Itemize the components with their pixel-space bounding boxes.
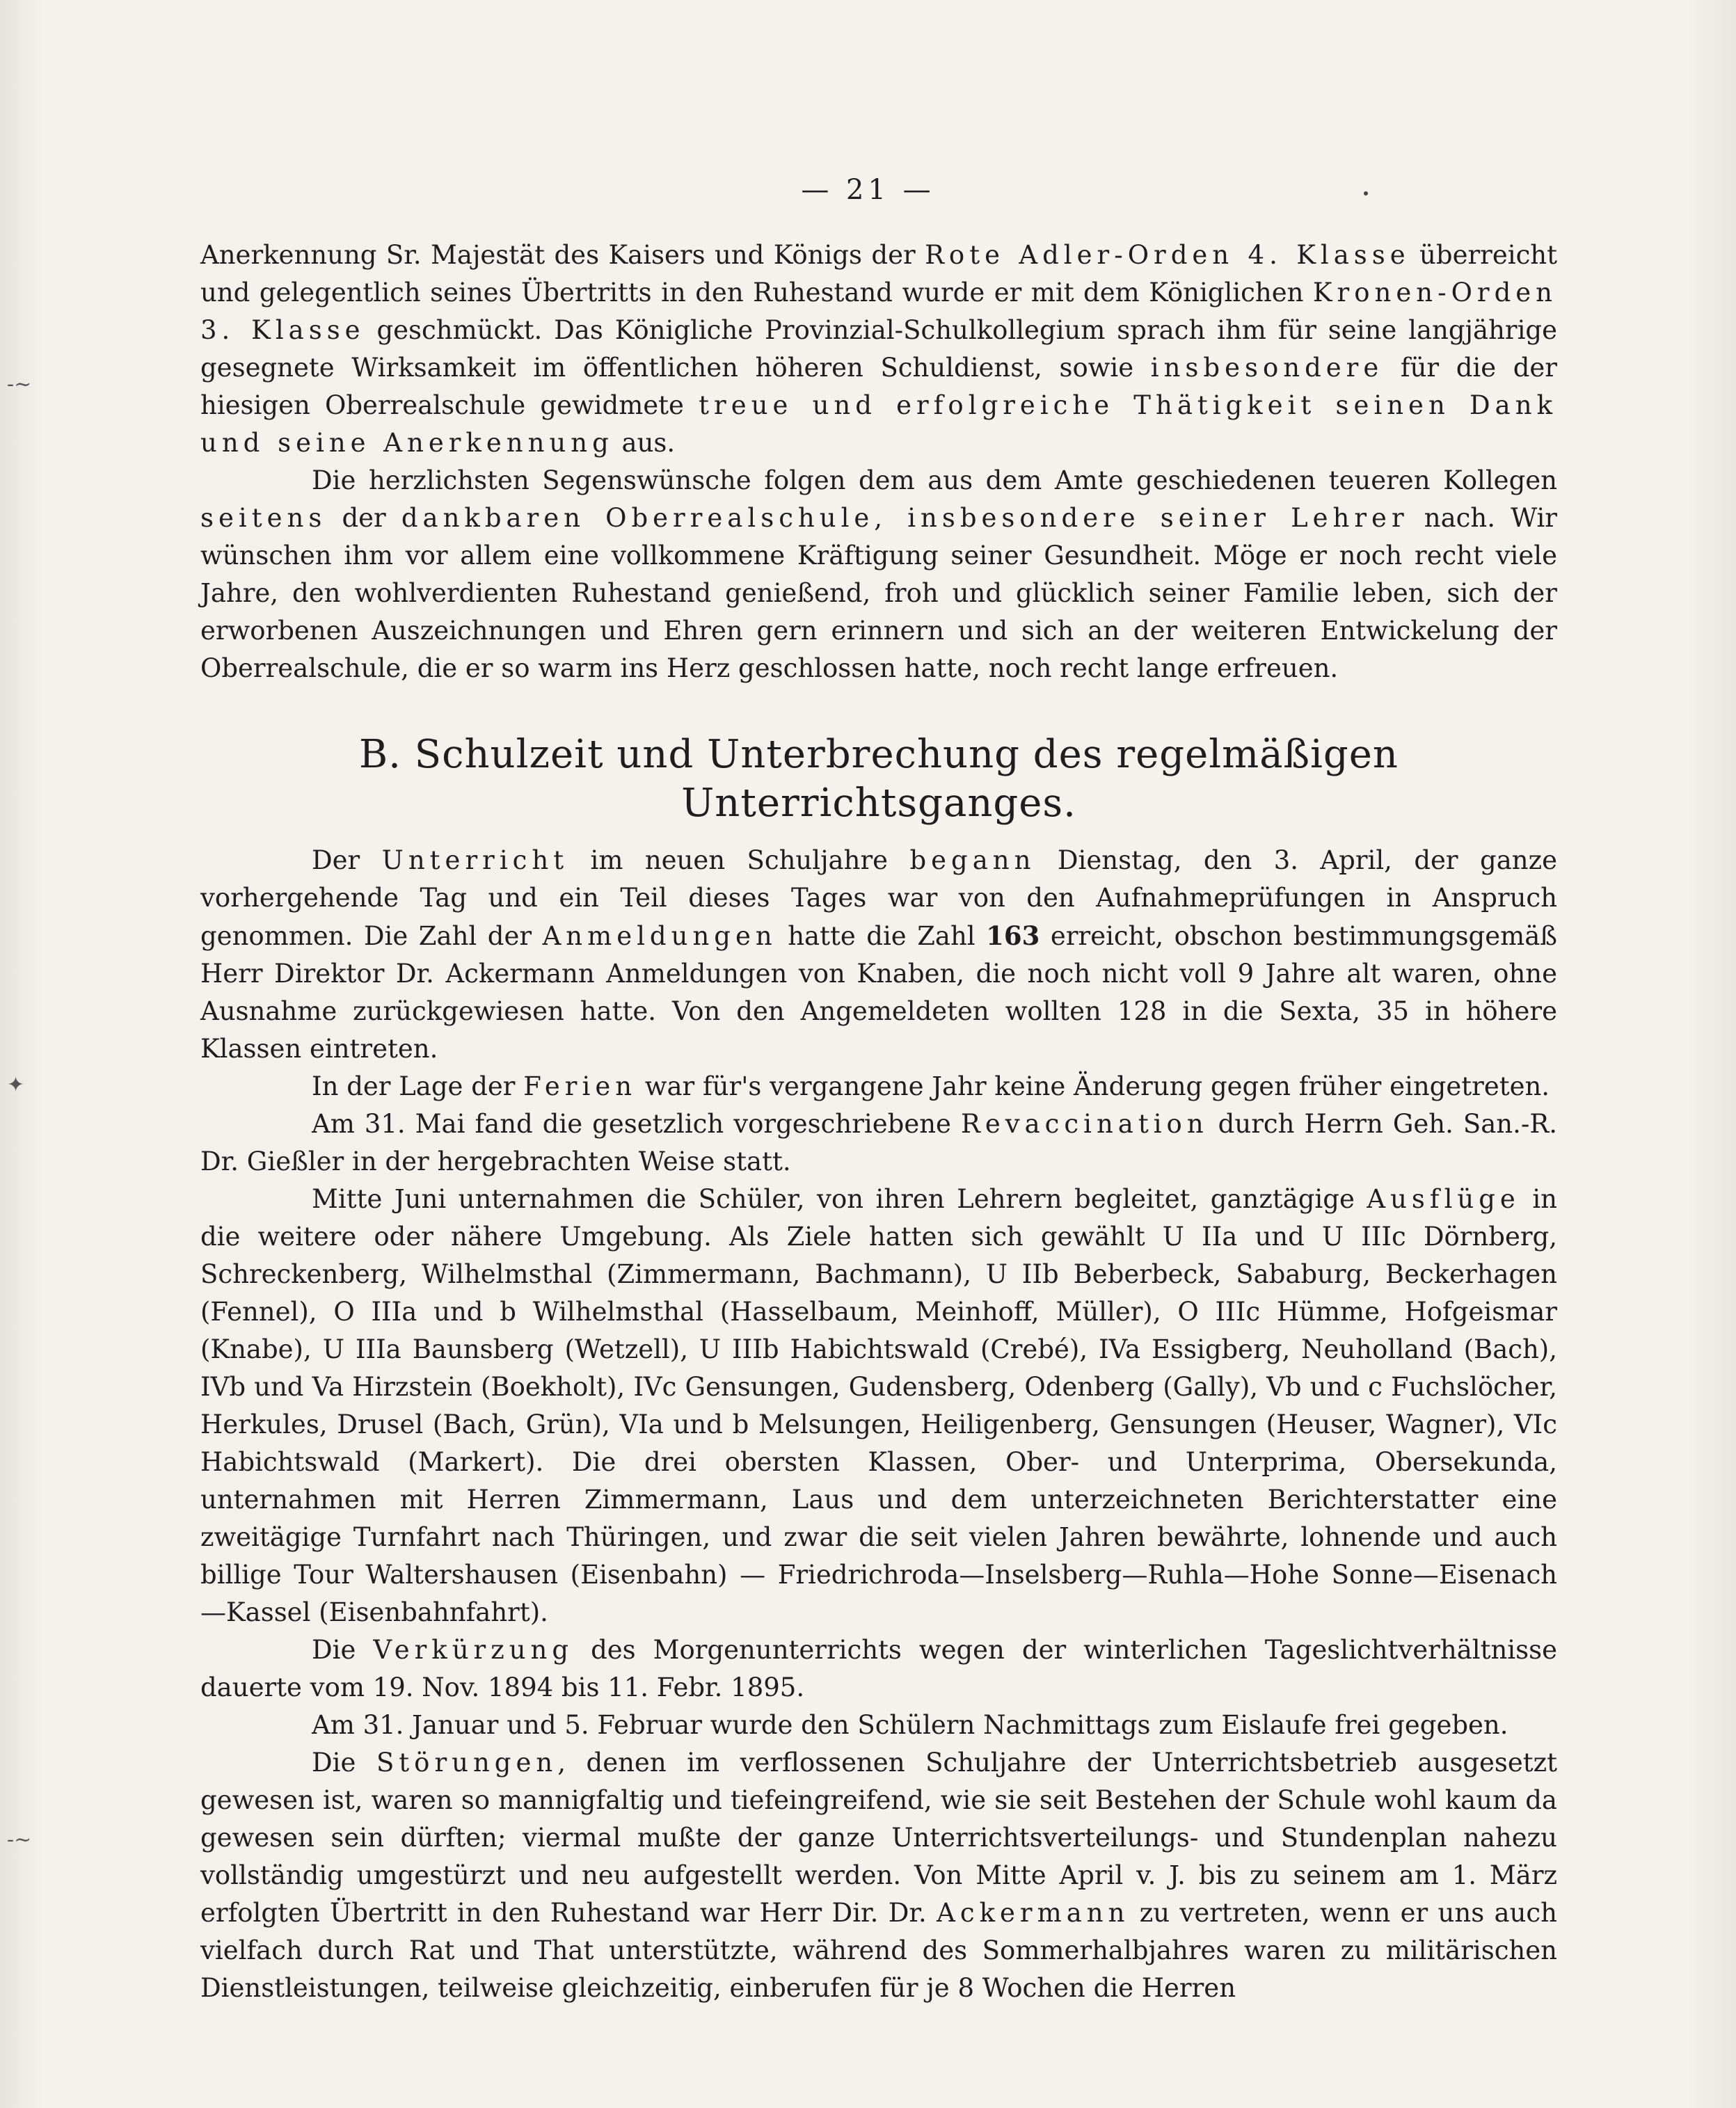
paragraph-3: Der Unterricht im neuen Schuljahre begann Dienstag, den 3. April, der ganze vorhergehende Tag und ein Teil dieses Tages war von den Aufnahmeprüfungen in Anspruch genommen. Die Zahl der Anmeldungen hatte die Zahl 163 erreicht, obschon bestimmungsgemäß Herr Direktor Dr. Ackermann Anmeldungen von Knaben, die noch nicht voll 9 Jahre alt waren, ohne Ausnahme zurückgewiesen hatte. Von den Angemeldeten wollten 128 in die Sexta, 35 in höhere Klassen eintreten.: [200, 845, 1557, 1064]
paragraph-2: Die herzlichsten Segenswünsche folgen dem aus dem Amte geschiedenen teueren Kollegen seitens der dankbaren Oberrealschule, insbesondere seiner Lehrer nach. Wir wünschen ihm vor allem eine vollkommene Kräftigung seiner Gesundheit. Möge er noch recht viele Jahre, den wohlverdienten Ruhestand genießend, froh und glücklich seiner Familie leben, sich der erworbenen Auszeichnungen und Ehren gern erinnern und sich an der weiteren Entwickelung der Oberrealschule, die er so warm ins Herz geschlossen hatte, noch recht lange erfreuen.: [200, 465, 1557, 683]
paragraph-8: Am 31. Januar und 5. Februar wurde den Schülern Nachmittags zum Eislaufe frei gegeben.: [312, 1710, 1508, 1740]
paragraph-7: Die Verkürzung des Morgenunterrichts wegen der winterlichen Tageslichtverhältnisse dauerte vom 19. Nov. 1894 bis 11. Febr. 1895.: [200, 1635, 1557, 1702]
margin-mark-2: ✦: [7, 1073, 25, 1097]
paragraph-4: In der Lage der Ferien war für's vergangene Jahr keine Änderung gegen früher eingetreten.: [312, 1071, 1550, 1101]
margin-mark-1: -~: [7, 372, 32, 397]
paragraph-6: Mitte Juni unternahmen die Schüler, von ihren Lehrern begleitet, ganztägige Ausflüge in die weitere oder nähere Umgebung. Als Ziele hatten sich gewählt U IIa und U IIIc Dörnberg, Schreckenberg, Wilhelmsthal (Zimmermann, Bachmann), U IIb Beberbeck, Sababurg, Beckerhagen (Fennel), O IIIa und b Wilhelmsthal (Hasselbaum, Meinhoff, Müller), O IIIc Hümme, Hofgeismar (Knabe), U IIIa Baunsberg (Wetzell), U IIIb Habichtswald (Crebé), IVa Essigberg, Neuholland (Bach), IVb und Va Hirzstein (Boekholt), IVc Gensungen, Gudensberg, Odenberg (Gally), Vb und c Fuchslöcher, Herkules, Drusel (Bach, Grün), VIa und b Melsungen, Heiligenberg, Gensungen (Heuser, Wagner), VIc Habichtswald (Markert). Die drei obersten Klassen, Ober- und Unterprima, Obersekunda, unternahmen mit Herren Zimmermann, Laus und dem unterzeichneten Berichterstatter eine zweitägige Turnfahrt nach Thüringen, und zwar die seit vielen Jahren bewährte, lohnende und auch billige Tour Waltershausen (Eisenbahn) — Friedrichroda—Inselsberg—Ruhla—Hohe Sonne—Eisenach—Kassel (Eisenbahnfahrt).: [200, 1184, 1557, 1627]
body-text: [200, 237, 1557, 2007]
margin-mark-3: -~: [7, 1828, 32, 1852]
section-heading: B. Schulzeit und Unterbrechung des regelmäßigen Unterrichtsganges.: [358, 732, 1399, 826]
page-number: — 21 —: [801, 174, 935, 206]
paragraph-1: Anerkennung Sr. Majestät des Kaisers und Königs der Rote Adler-Orden 4. Klasse überreicht und gelegentlich seines Übertritts in den Ruhestand wurde er mit dem Königlichen Kronen-Orden 3. Klasse geschmückt. Das Königliche Provinzial-Schulkollegium sprach ihm für seine langjährige gesegnete Wirksamkeit im öffentlichen höheren Schuldienst, sowie insbesondere für die der hiesigen Oberrealschule gewidmete treue und erfolgreiche Thätigkeit seinen Dank und seine Anerkennung aus.: [200, 240, 1557, 458]
paragraph-9: Die Störungen, denen im verflossenen Schuljahre der Unterrichtsbetrieb ausgesetzt gewesen ist, waren so mannigfaltig und tiefeingreifend, wie sie seit Bestehen der Schule wohl kaum da gewesen sein dürften; viermal mußte der ganze Unterrichtsverteilungs- und Stundenplan nahezu vollständig umgestürzt und neu aufgestellt werden. Von Mitte April v. J. bis zu seinem am 1. März erfolgten Übertritt in den Ruhestand war Herr Dir. Dr. Ackermann zu vertreten, wenn er uns auch vielfach durch Rat und That unterstützte, während des Sommerhalbjahres waren zu militärischen Dienstleistungen, teilweise gleichzeitig, einberufen für je 8 Wochen die Herren: [200, 1748, 1558, 2003]
paragraph-5: Am 31. Mai fand die gesetzlich vorgeschriebene Revaccination durch Herrn Geh. San.-R. Dr. Gießler in der hergebrachten Weise statt.: [200, 1109, 1558, 1176]
